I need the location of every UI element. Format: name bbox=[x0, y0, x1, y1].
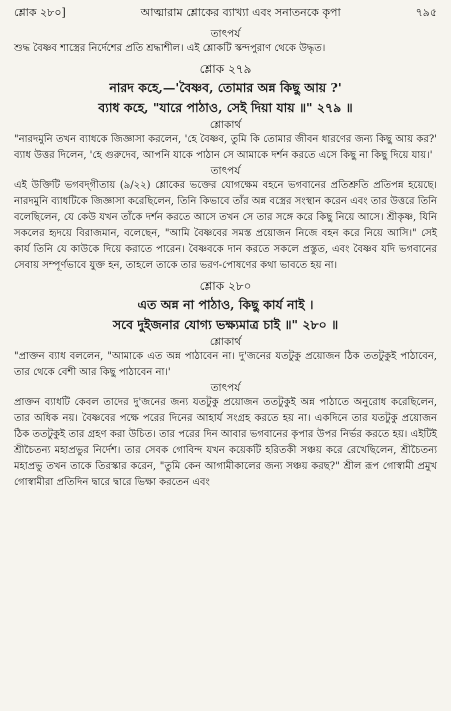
verse-number: শ্লোক ২৮০ bbox=[199, 279, 252, 293]
purport-text: প্রাক্তন ব্যাধটি কেবল তাদের দু'জনের জন্য যতটুকু প্রয়োজন ততটুকুই অন্ন পাঠাতে অনুরোধ করেছিলেন, তার অধিক নয়। বৈষ্ণবের পক্ষে পরের দিনের আহার্য সংগ্রহ করতে হয় না। একদিনে তার যতটুকু প্রয়োজন ঠিক ততটুকুই তার গ্রহণ করা উচিত। তার পরের দিন আবার ভগবানের কৃপার উপর নির্ভর করতে হয়। এইটিই শ্রীচৈতন্য মহাপ্রভুর নির্দেশ। তার সেবক গোবিন্দ যখন কয়েকটি হরিতকী সঞ্চয় করে রেখেছিলেন, শ্রীচৈতন্য মহাপ্রভু তখন তাকে তিরস্কার করেন, "তুমি কেন আগামীকালের জন্য সঞ্চয় করছ?" শ্রীল রূপ গোস্বামী প্রমুখ গোস্বামীরা প্রতিদিন দ্বারে দ্বারে ভিক্ষা করতেন এবং bbox=[14, 397, 437, 488]
page-header bbox=[14, 6, 437, 20]
translation-heading: শ্লোকার্থ bbox=[209, 336, 242, 348]
header-chapter-title: আত্মারাম শ্লোকের ব্যাখ্যা এবং সনাতনকে কৃপা bbox=[140, 6, 341, 19]
translation-heading: শ্লোকার্থ bbox=[209, 119, 242, 131]
purport-heading: তাৎপর্য bbox=[210, 28, 241, 40]
verse-number: শ্লোক ২৭৯ bbox=[199, 62, 252, 76]
translation-text: "প্রাক্তন ব্যাধ বললেন, "আমাকে এত অন্ন পাঠাবেন না। দু'জনের যতটুকু প্রয়োজন ঠিক ততটুকুই পাঠাবেন, তার থেকে বেশী আর কিছু পাঠাবেন না।' bbox=[14, 351, 437, 378]
purport-text: এই উক্তিটি ভগবদ্‌গীতায় (৯/২২) শ্লোকের ভক্তের যোগক্ষেম বহনে ভগবানের প্রতিশ্রুতি প্রতিপন্ন হয়েছে। নারদমুনি ব্যাধটিকে জিজ্ঞাসা করেছিলেন, তিনি কিভাবে তাঁর অন্ন বস্ত্রের সংস্থান করেন এবং তার উত্তরে তিনি বলেছিলেন, যে কেউ যখন তাঁকে দর্শন করতে আসে তখন সে তার সঙ্গে করে কিছু নিয়ে আসে। শ্রীকৃষ্ণ, যিনি সকলের হৃদয়ে বিরাজমান, বলেছেন, "আমি বৈষ্ণবের সমস্ত প্রয়োজন নিজে বহন করে নিয়ে আসি।" সেই কার্য তিনি যে কাউকে দিয়ে করাতে পারেন। বৈষ্ণবকে দান করতে সকলে প্রস্তুত, এবং বৈষ্ণব যদি ভগবানের সেবায় সম্পূর্ণভাবে যুক্ত হন, তাহলে তাকে তার ভরণ-পোষণের কথা ভাবতে হয় না। bbox=[14, 180, 437, 271]
header-verse-ref: শ্লোক ২৮০] bbox=[14, 6, 66, 19]
translation-text: "নারদমুনি তখন ব্যাধকে জিজ্ঞাসা করলেন, 'হে বৈষ্ণব, তুমি কি তোমার জীবন ধারণের জন্য কিছু আয় কর?' ব্যাধ উত্তর দিলেন, 'হে গুরুদেব, আপনি যাকে পাঠান সে আমাকে দর্শন করতে এসে কিছু না কিছু দিয়ে যায়।' bbox=[14, 134, 437, 161]
verse-line: সবে দুইজনার যোগ্য ভক্ষ্যমাত্র চাই ॥" ২৮০ ॥ bbox=[112, 317, 339, 332]
purport-text: শুদ্ধ বৈষ্ণব শাস্ত্রের নির্দেশের প্রতি শ্রদ্ধাশীল। এই শ্লোকটি স্কন্দপুরাণ থেকে উদ্ধৃত। bbox=[14, 43, 326, 54]
header-page-number: ৭৯৫ bbox=[415, 6, 437, 19]
verse-line: ব্যাধ কহে, "যারে পাঠাও, সেই দিয়া যায় ॥" ২৭৯ ॥ bbox=[98, 100, 353, 115]
verse-line: নারদ কহে,—'বৈষ্ণব, তোমার অন্ন কিছু আয় ?' bbox=[109, 80, 342, 95]
purport-heading: তাৎপর্য bbox=[210, 382, 241, 394]
purport-heading: তাৎপর্য bbox=[210, 165, 241, 177]
verse-line: এত অন্ন না পাঠাও, কিছু কার্য নাই । bbox=[137, 297, 314, 312]
